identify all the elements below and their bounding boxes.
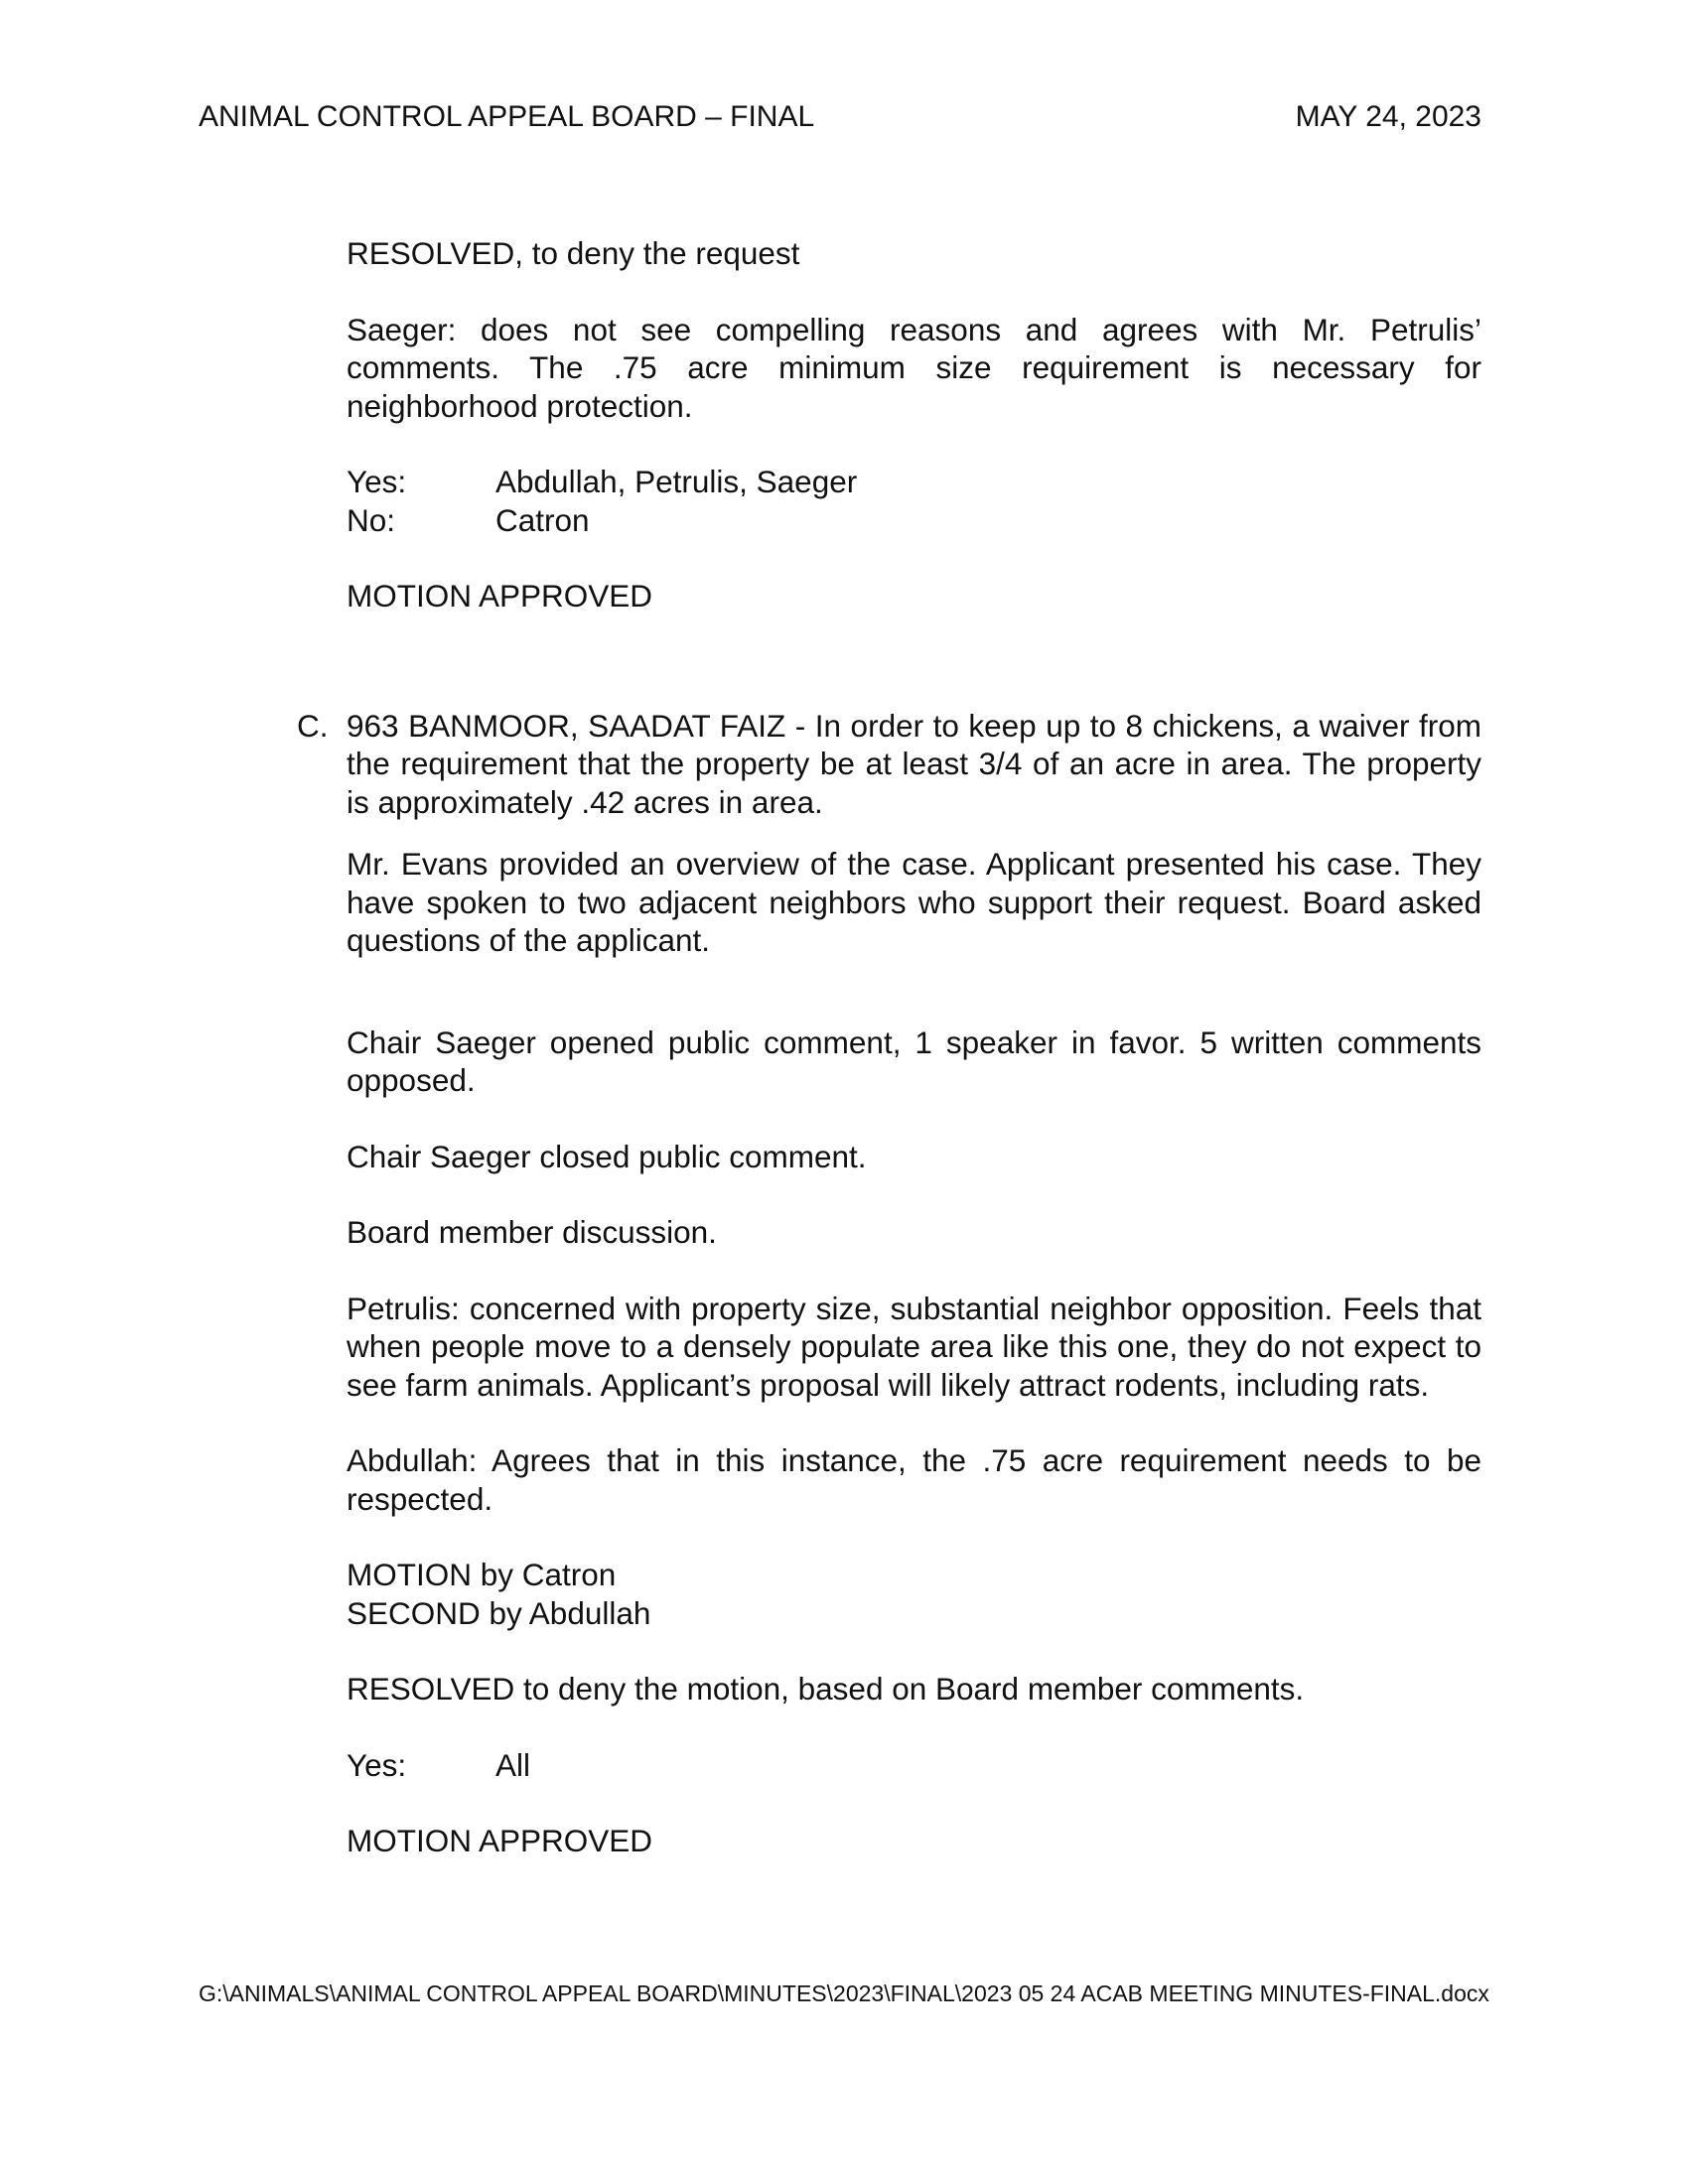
vote-value: All — [495, 1746, 531, 1783]
prior-resolution: RESOLVED, to deny the request — [347, 235, 800, 271]
prior-vote-block — [347, 463, 1481, 539]
case-overview: Mr. Evans provided an overview of the case. Applicant presented his case. They have spoken to two adjacent neighbors who support their request. Board asked questions of the applicant. — [347, 846, 1481, 958]
saeger-comment: Saeger: does not see compelling reasons and agrees with Mr. Petrulis’ comments. The .75 acre minimum size requirement is necessary for neighborhood protection. — [347, 311, 1481, 424]
vote-row-no — [347, 501, 1481, 540]
petrulis-comment: Petrulis: concerned with property size, substantial neighbor opposition. Feels that when people move to a densely populate area like this one, they do not expect to see farm animals. Applicant’s proposal will likely attract rodents, including rats. — [347, 1290, 1481, 1403]
prior-motion-result: MOTION APPROVED — [347, 578, 653, 614]
item-vote-block — [347, 1746, 1481, 1785]
vote-value: Catron — [495, 501, 590, 538]
public-comment-opened: Chair Saeger opened public comment, 1 speaker in favor. 5 written comments opposed. — [347, 1024, 1481, 1098]
page-header — [199, 99, 1481, 135]
agenda-item-c — [297, 707, 1481, 1860]
vote-label: Yes: — [347, 1746, 407, 1783]
board-discussion: Board member discussion. — [347, 1214, 717, 1250]
vote-label: Yes: — [347, 464, 407, 499]
item-description-text: 963 BANMOOR, SAADAT FAIZ - In order to keep up to 8 chickens, a waiver from the requirement that the property be at least 3/4 of an acre in area. The property is approximately .42 acres in area. — [347, 707, 1481, 820]
vote-row-yes — [347, 463, 1481, 501]
minutes-body — [297, 234, 1481, 1898]
file-path-footer: G:\ANIMALS\ANIMAL CONTROL APPEAL BOARD\MINUTES\2023\FINAL\2023 05 24 ACAB MEETING MINUTES-FINAL.docx — [199, 1980, 1489, 2006]
public-comment-closed: Chair Saeger closed public comment. — [347, 1138, 867, 1174]
second-by: SECOND by Abdullah — [347, 1594, 651, 1631]
item-description — [297, 707, 1481, 822]
vote-label: No: — [347, 501, 396, 538]
vote-value: Abdullah, Petrulis, Saeger — [495, 464, 858, 499]
motion-by: MOTION by Catron — [347, 1557, 617, 1592]
prior-item — [347, 234, 1481, 615]
item-letter: C. — [297, 707, 329, 744]
item-motion-result: MOTION APPROVED — [347, 1823, 653, 1858]
item-resolution: RESOLVED to deny the motion, based on Board member comments. — [347, 1671, 1305, 1706]
vote-row-yes — [347, 1746, 1481, 1785]
document-title: ANIMAL CONTROL APPEAL BOARD – FINAL — [199, 100, 815, 133]
abdullah-comment: Abdullah: Agrees that in this instance, the .75 acre requirement needs to be respected. — [347, 1442, 1481, 1517]
meeting-date: MAY 24, 2023 — [1295, 100, 1481, 133]
motion-block — [347, 1556, 1481, 1632]
